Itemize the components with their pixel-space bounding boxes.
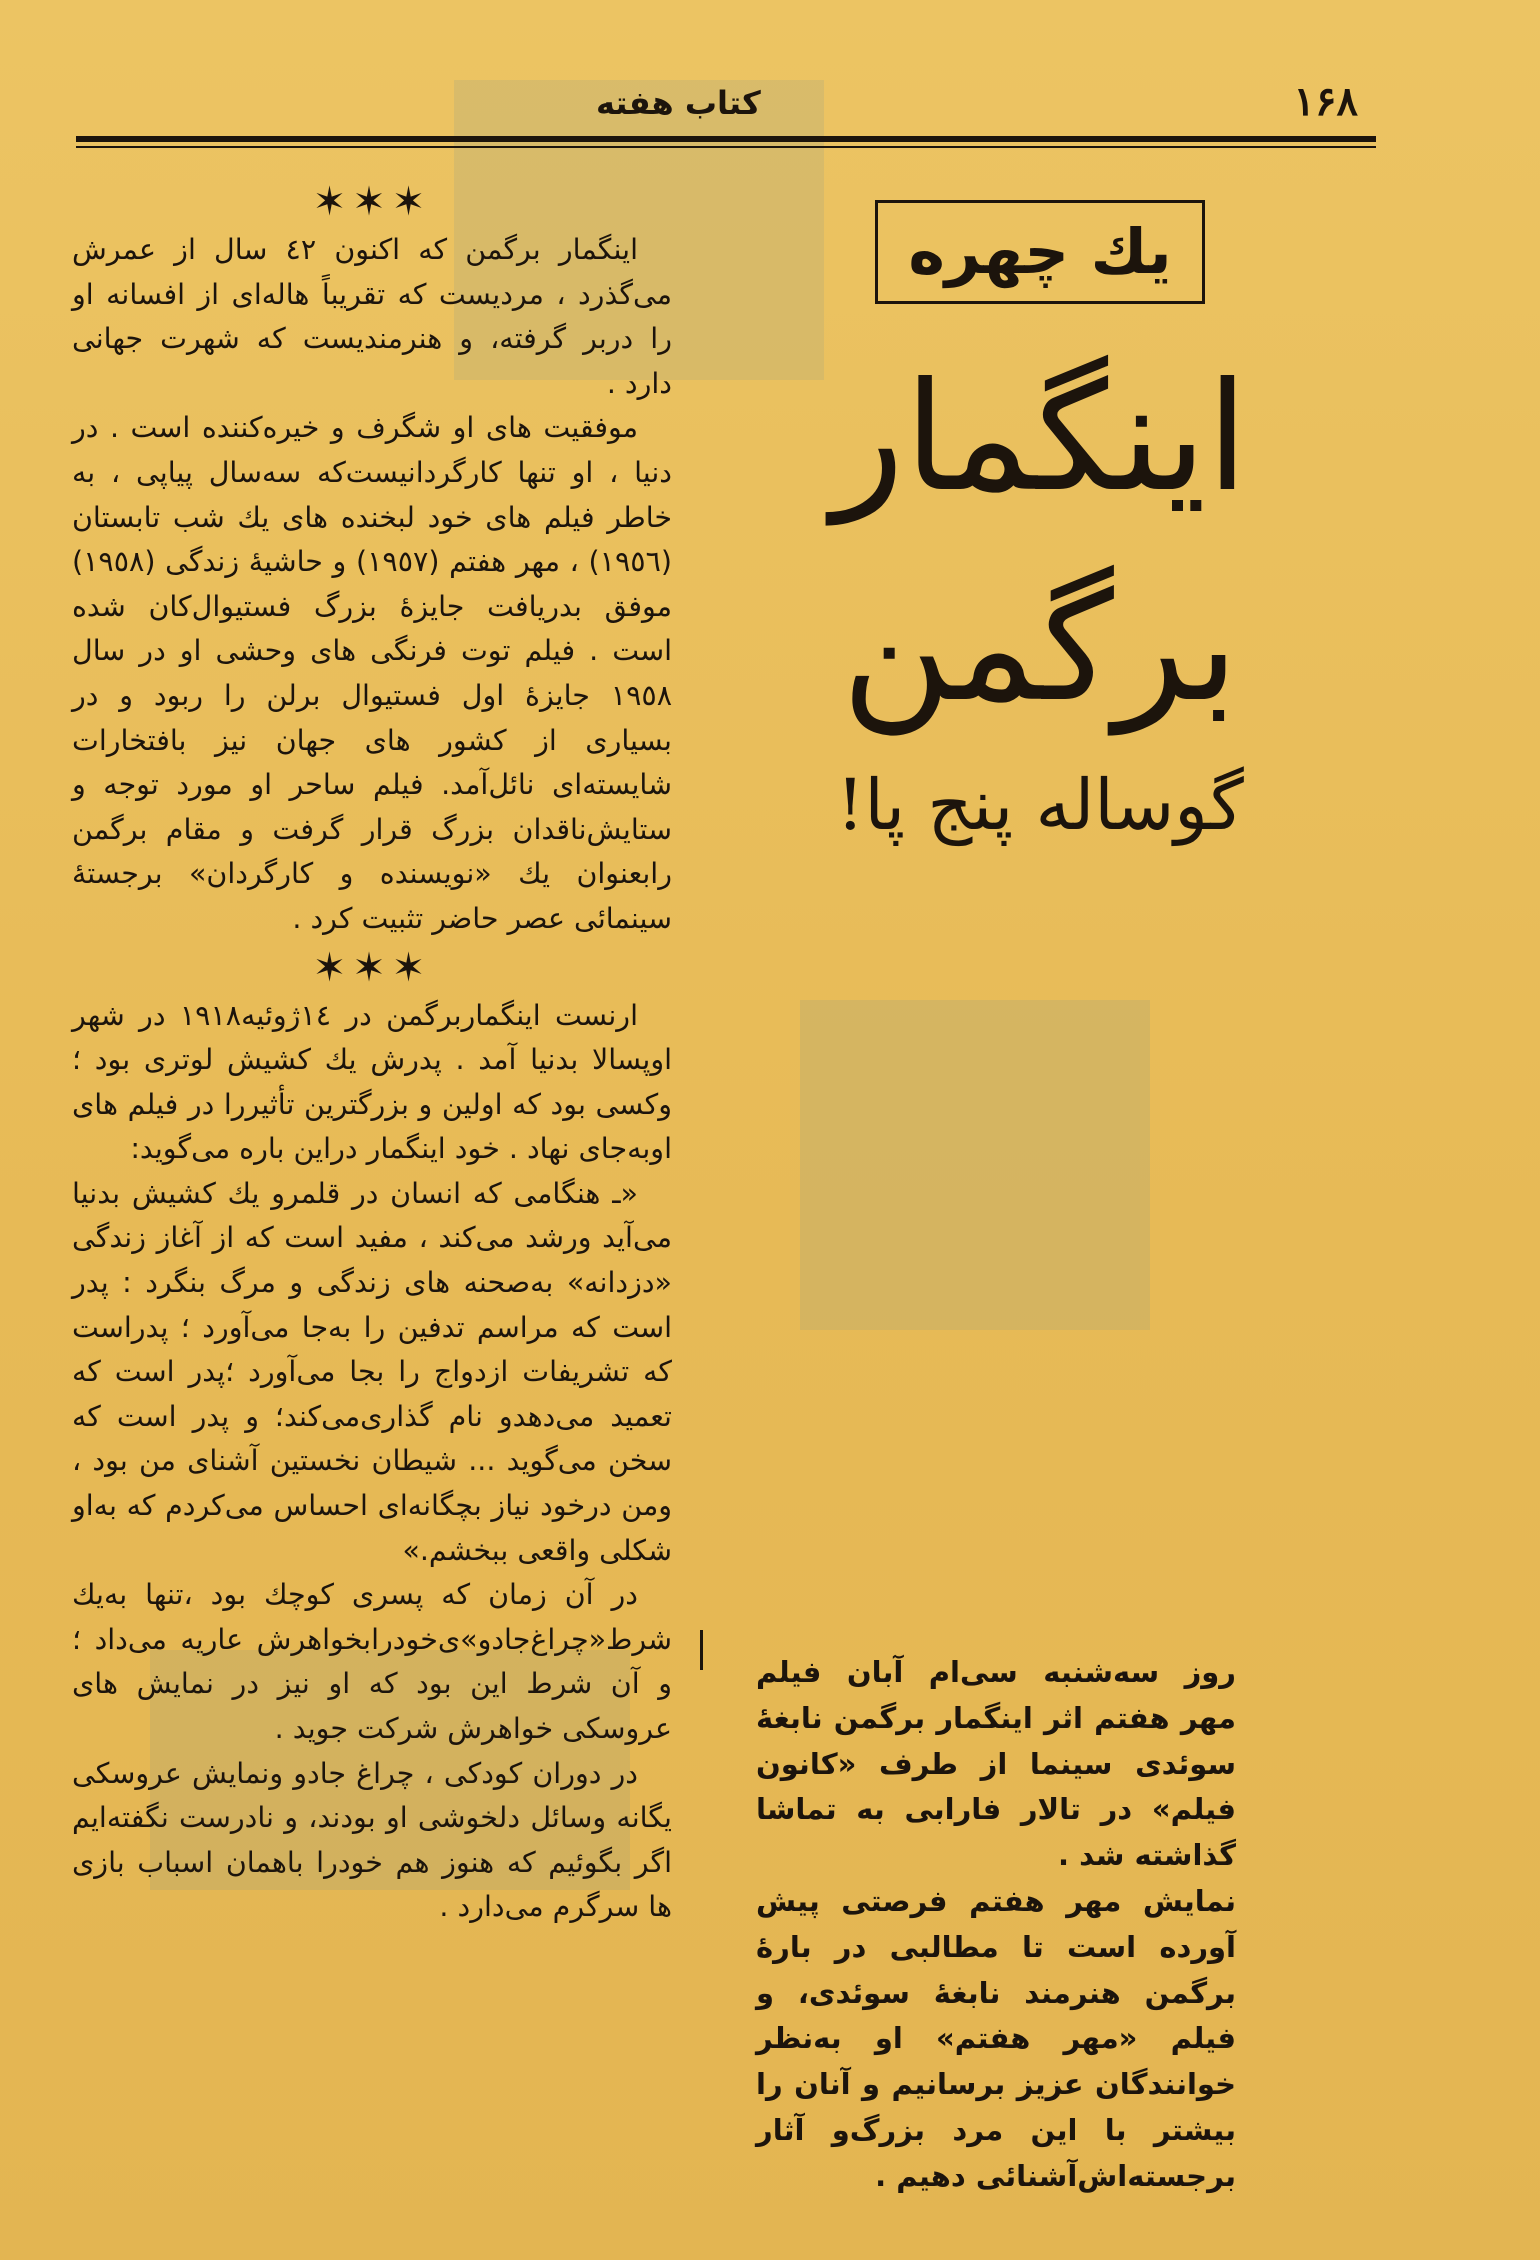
intro-box — [756, 1650, 1236, 2240]
feature-title-last-name: برگمن — [841, 561, 1239, 735]
page-number: ۱۶۸ — [1293, 78, 1358, 125]
feature-title-block — [760, 200, 1320, 1700]
page-header — [76, 70, 1376, 134]
feature-title-first-name: اینگمار — [831, 351, 1249, 525]
header-rule-thick — [76, 136, 1376, 142]
header-rule-thin — [76, 146, 1376, 148]
article-2-paragraph: در دوران کودکی ، چراغ جادو ونمایش عروسکی یگانه وسائل دلخوشی او بودند، و نادرست نگفته‌ایم اگر بگوئیم که هنوز هم خودرا باهمان اسباب بازی ها سرگرم می‌دارد . — [72, 1756, 672, 1924]
feature-subtitle: گوساله پنج پا! — [836, 764, 1244, 846]
article-2-paragraph: ارنست اینگماربرگمن در ١٤ژوئیه١٩١٨ در شهر اوپسالا بدنیا آمد . پدرش یك کشیش لوتری بود ؛ وکسی بود که اولین و بزرگترین تأثیررا در فیلم های اوبه‌جای نهاد . خود اینگمار دراین باره می‌گوید: — [72, 998, 672, 1166]
article-2-quote: «ـ هنگامی که انسان در قلمرو یك کشیش بدنیا می‌آید ورشد می‌کند ، مفید است که از آغاز زندگی «دزدانه» به‌صحنه های زندگی و مرگ بنگرد : پدر است که مراسم تدفین را به‌جا می‌آورد ؛ پدراست که تشریفات ازدواج را بجا می‌آورد ؛پدر است که تعمید می‌دهدو نام گذاری‌می‌کند؛ و پدر است که سخن می‌گوید ... شیطان نخستین آشنای من بود ، ومن درخود نیاز بچگانه‌ای احساس می‌کردم که به‌او شکلی واقعی ببخشم.» — [72, 1176, 672, 1567]
article-1-paragraph: اینگمار برگمن که اکنون ٤٢ سال از عمرش می‌گذرد ، مردیست که تقریباً هاله‌ای از افسانه او را دربر گرفته، و هنرمندیست که شهرت جهانی دارد . — [72, 233, 672, 400]
intro-paragraph: نمایش مهر هفتم فرصتی پیش آورده است تا مطالبی در بارهٔ برگمن هنرمند نابغهٔ سوئدی، و فیلم «مهر هفتم» او به‌نظر خوانندگان عزیز برسانیم و آنان را بیشتر با این مرد بزرگ‌و آثار برجسته‌اش‌آشنائی دهیم . — [756, 1883, 1236, 2193]
section-mark: ✶✶✶ — [312, 179, 432, 225]
section-mark: ✶✶✶ — [312, 944, 432, 991]
running-head: کتاب هفته — [596, 84, 761, 122]
column-divider — [700, 1630, 703, 1670]
feature-kicker: یك چهره — [875, 200, 1205, 304]
article-2-paragraph: در آن زمان که پسری کوچك بود ،تنها به‌یك شرط«چراغ‌جادو»ی‌خودرابخواهرش عاریه می‌داد ؛ و آن شرط این بود که او نیز در نمایش های عروسکی خواهرش شرکت جوید . — [72, 1578, 672, 1745]
article-column — [72, 176, 672, 2236]
article-1-paragraph: موفقیت های او شگرف و خیره‌کننده است . در دنیا ، او تنها کارگردانیست‌که سه‌سال پیاپی ، به خاطر فیلم های خود لبخنده های یك شب تابستان (١٩٥٦) ، مهر هفتم (١٩٥٧) و حاشیهٔ زندگی (١٩٥٨) موفق بدریافت جایزهٔ بزرگ فستیوال‌کان شده است . فیلم توت فرنگی های وحشی او در سال ١٩٥٨ جایزهٔ اول فستیوال برلن را ربود و در بسیاری از کشور های جهان نیز بافتخارات شایسته‌ای نائل‌آمد. فیلم ساحر او مورد توجه و ستایش‌ناقدان بزرگ قرار گرفت و مقام برگمن رابعنوان یك «نویسنده و کارگردان» برجستهٔ سینمائی عصر حاضر تثبیت کرد . — [72, 411, 672, 935]
intro-paragraph: روز سه‌شنبه سی‌ام آبان فیلم مهر هفتم اثر اینگمار برگمن نابغهٔ سوئدی سینما از طرف «کانون فیلم» در تالار فارابی به تماشا گذاشته شد . — [756, 1655, 1236, 1873]
